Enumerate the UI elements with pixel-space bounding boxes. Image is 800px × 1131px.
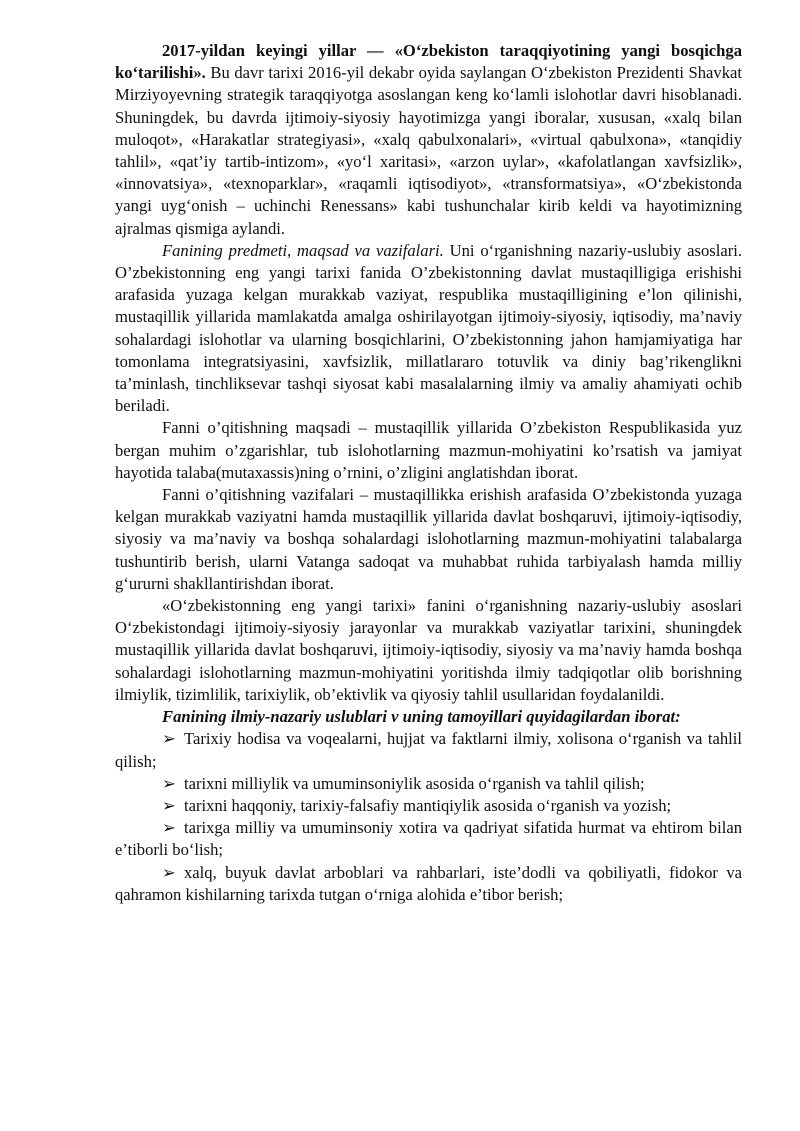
list-item: [115, 795, 742, 817]
arrow-bullet-icon: ➢: [162, 773, 176, 793]
paragraph-principles-heading: [115, 706, 742, 728]
arrow-bullet-icon: ➢: [162, 862, 176, 882]
arrow-bullet-icon: ➢: [162, 818, 176, 838]
paragraph-subject-goals: [115, 240, 742, 418]
list-item: [115, 862, 742, 906]
list-item-text: tarixni milliylik va umuminsoniylik asosida o‘rganish va tahlil qilish;: [184, 773, 645, 793]
list-item: [115, 773, 742, 795]
document-page: [115, 40, 742, 906]
list-item-text: tarixni haqqoniy, tarixiy-falsafiy mantiqiylik asosida o‘rganish va yozish;: [184, 795, 672, 815]
section-heading-2017: 2017-yildan keyingi yillar — «O‘zbekiston taraqqiyotining yangi bosqichga ko‘tarilishi».: [115, 41, 742, 83]
list-item-text: tarixga milliy va umuminsoniy xotira va qadriyat sifatida hurmat va ehtirom bilan e’tiborli bo‘lish;: [115, 818, 742, 860]
arrow-bullet-icon: ➢: [162, 729, 176, 749]
list-item-text: Tarixiy hodisa va voqealarni, hujjat va faktlarni ilmiy, xolisona o‘rganish va tahlil qilish;: [115, 729, 742, 771]
paragraph-text: Uni o‘rganishning nazariy-uslubiy asoslari. O’zbekistonning eng yangi tarixi fanida O’zbekistonning davlat mustaqilligiga erishishi arafasida yuzaga kelgan murakkab vaziyat, respublika mustaqilligining e’lon qilinishi, mustaqillik yillarida mamlakatda amalga oshirilayotgan ijtimoiy-siyosiy, iqtisodiy, ma’naviy sohalardagi islohotlar va ularning bosqichlarini, O’zbekistonning jahon hamjamiyatiga har tomonlama integratsiyasini, xavfsizlik, millatlararo totuvlik va diniy bag’rikenglikni ta’minlash, tinchliksevar tashqi siyosat kabi masalalarning ilmiy va amaliy ahamiyati ochib beriladi.: [115, 240, 742, 416]
paragraph-text: Bu davr tarixi 2016-yil dekabr oyida saylangan O‘zbekiston Prezidenti Shavkat Mirziyoyevning strategik taraqqiyotga asoslangan keng ko‘lamli islohotlar davri hisoblanadi. Shuningdek, bu davrda ijtimoiy-siyosiy hayotimizga yangi iboralar, xususan, «xalq bilan muloqot», «Harakatlar strategiyasi», «xalq qabulxonalari», «virtual qabulxona», «tanqidiy tahlil», «qat’iy tartib-intizom», «yo‘l xaritasi», «arzon uylar», «kafolatlangan xavfsizlik», «innovatsiya», «texnoparklar», «raqamli iqtisodiyot», «transformatsiya», «O‘zbekistonda yangi uyg‘onish – uchinchi Renessans» kabi tushunchalar kirib keldi va hayotimizning ajralmas qismiga aylandi.: [115, 63, 742, 238]
paragraph-2017-period: [115, 40, 742, 240]
section-heading-subject: Fanining predmeti, maqsad va vazifalari.: [162, 240, 444, 260]
list-item: [115, 728, 742, 772]
arrow-bullet-icon: ➢: [162, 795, 176, 815]
principles-heading: Fanining ilmiy-nazariy uslublari v uning tamoyillari quyidagilardan iborat:: [162, 707, 681, 727]
paragraph-methodology: «O‘zbekistonning eng yangi tarixi» fanini o‘rganishning nazariy-uslubiy asoslari O‘zbekistondagi ijtimoiy-siyosiy jarayonlar va murakkab vaziyatlar tarixini, shuningdek mustaqillik yillarida davlat boshqaruvi, ijtimoiy-iqtisodiy, siyosiy va ma’naviy hamda boshqa sohalardagi islohotlarning mazmun-mohiyatini yoritishda ilmiy tadqiqotlar olib borishning ilmiylik, tizimlilik, tarixiylik, ob’ektivlik va qiyosiy tahlil usullaridan foydalanildi.: [115, 596, 742, 704]
list-item-text: xalq, buyuk davlat arboblari va rahbarlari, iste’dodli va qobiliyatli, fidokor va qahramon kishilarning tarixda tutgan o‘rniga alohida e’tibor berish;: [115, 862, 742, 904]
paragraph-course-tasks: Fanni o’qitishning vazifalari – mustaqillikka erishish arafasida O’zbekistonda yuzaga kelgan murakkab vaziyatni hamda mustaqillik yillarida davlat boshqaruvi, ijtimoiy-iqtisodiy, siyosiy va ma’naviy va boshqa sohalardagi islohotlarning mazmun-mohiyatini talabalarga tushuntirib berish, ularni Vatanga sadoqat va muhabbat ruhida tarbiyalash hamda milliy g‘ururni shakllantirishdan iborat.: [115, 485, 742, 593]
paragraph-course-goal: Fanni o’qitishning maqsadi – mustaqillik yillarida O’zbekiston Respublikasida yuz bergan muhim o’zgarishlar, tub islohotlarning mazmun-mohiyatini ko’rsatish va jamiyat hayotida talaba(mutaxassis)ning o’rnini, o’zligini anglatishdan iborat.: [115, 418, 742, 482]
list-item: [115, 817, 742, 861]
